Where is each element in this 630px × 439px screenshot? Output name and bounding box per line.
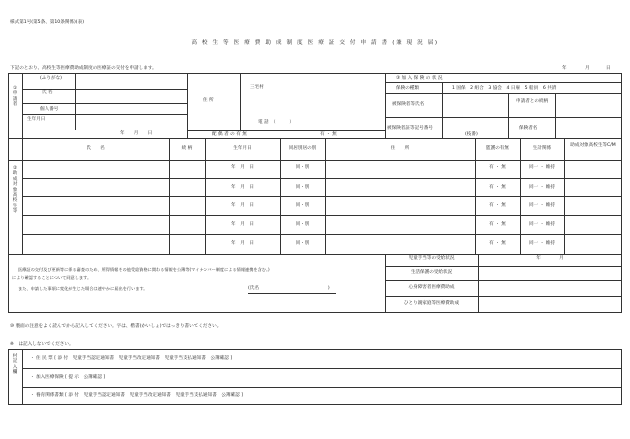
subjects-section-label: ② 助 成 対 象 高 校 生 等 — [12, 166, 18, 215]
date-year-label: 年 — [562, 66, 567, 71]
row-custody[interactable]: 有 ・ 無 — [489, 203, 506, 208]
status-disability: 心身障害者医療費助成 — [408, 285, 455, 290]
status-child-allowance: 児童手当等の受給状況 — [408, 256, 455, 261]
main-form-table — [8, 73, 622, 313]
intro-text: 下記のとおり、高校生等医療費助成制度の医療証の交付を申請します。 — [10, 66, 157, 71]
office-line-residence: ・ 住 民 票 [ 添 付 児童手当認定通知書 児童手当改定通知書 児童手当支払通知書 公簿確認 ] — [30, 356, 233, 361]
row-custody[interactable]: 有 ・ 無 — [489, 241, 506, 246]
insured-no-label: 被保険者証等記号番号 — [387, 126, 433, 131]
birthdate-value: 年 月 日 — [120, 131, 153, 136]
branch-label: (枝番) — [465, 132, 478, 137]
row-birth[interactable]: 年 月 日 — [231, 185, 254, 190]
office-line-insurance: ・ 加入医療保険 [ 提 示 公簿確認 ] — [30, 375, 106, 380]
birthdate-label: 生年月日 — [27, 117, 46, 122]
status-welfare: 生活保護の受給状況 — [410, 270, 453, 275]
status-single-parent: ひとり親家庭等医療費助成 — [403, 301, 460, 306]
row-cohab[interactable]: 同・別 — [295, 222, 310, 227]
applicant-section-label: ① 申 請 者 — [12, 86, 18, 108]
row-birth[interactable]: 年 月 日 — [231, 241, 254, 246]
row-cohab[interactable]: 同・別 — [295, 165, 310, 170]
name-label: 氏 名 — [42, 90, 53, 95]
date-day-label: 日 — [606, 66, 611, 71]
insurance-section-label: ③ 加 入 保 険 の 状 況 — [396, 76, 443, 81]
col-name-header: 氏 名 — [86, 146, 105, 151]
row-custody[interactable]: 有 ・ 無 — [489, 222, 506, 227]
status-ym-value[interactable]: 年 月 — [536, 256, 564, 261]
insurer-label: 保険者名 — [519, 126, 538, 131]
relation-label: 申請者との続柄 — [516, 99, 549, 104]
form-code: 様式第1号(第5条、第10条関係)(表) — [10, 20, 84, 25]
row-birth[interactable]: 年 月 日 — [231, 165, 254, 170]
row-livelihood[interactable]: 同一 ・ 維持 — [529, 203, 555, 208]
spouse-option[interactable]: 有 ・ 無 — [320, 132, 337, 137]
address-label: 住 所 — [203, 98, 214, 103]
row-cohab[interactable]: 同・別 — [295, 185, 310, 190]
spouse-label: 配 偶 者 の 有 無 — [212, 132, 247, 137]
note-office-use: ※ は記入しないでください。 — [10, 342, 74, 347]
col-relation-header: 続 柄 — [181, 146, 193, 151]
col-custody-header: 監護の有無 — [486, 146, 509, 151]
row-cohab[interactable]: 同・別 — [295, 203, 310, 208]
row-livelihood[interactable]: 同一 ・ 維持 — [529, 185, 555, 190]
col-address-header: 住 所 — [390, 146, 410, 151]
insurance-type-options[interactable]: 1 国保 2 組合 3 協会 4 日雇 5 船員 6 共済 — [452, 86, 557, 91]
consent-line-1: 医療証の交付及び更新等に係る審査のため、所得情報その他受給資格に関わる情報を公簿等(マイナンバー制度による情報連携を含む。) — [18, 267, 270, 272]
col-target-header: 助成対象高校生等C/M — [570, 143, 616, 148]
date-month-label: 月 — [585, 66, 590, 71]
address-village: 三宅村 — [250, 85, 264, 90]
consent-line-3: また、申請した事項に変化が生じた場合は速やかに届出を行います。 — [18, 286, 148, 291]
col-birth-header: 生年月日 — [233, 146, 252, 151]
note-instructions: ⑩ 裏面の注意をよく読んでから記入してください。字は、楷書(かいしょ)ではっきり書いてください。 — [10, 324, 222, 329]
insurance-type-label: 保険の種類 — [396, 86, 419, 91]
row-birth[interactable]: 年 月 日 — [231, 222, 254, 227]
row-cohab[interactable]: 同・別 — [295, 241, 310, 246]
consent-line-2: により確認することについて同意します。 — [12, 275, 92, 280]
col-cohab-header: 同居別居の別 — [288, 146, 317, 151]
col-livelihood-header: 生計関係 — [532, 146, 552, 151]
phone-label: 電 話 （ ） — [258, 120, 294, 125]
office-side-label: 村 記 入 欄 — [12, 354, 18, 376]
furigana-label: (ふりがな) — [40, 76, 62, 81]
row-custody[interactable]: 有 ・ 無 — [489, 165, 506, 170]
row-livelihood[interactable]: 同一 ・ 維持 — [529, 165, 555, 170]
row-birth[interactable]: 年 月 日 — [231, 203, 254, 208]
row-custody[interactable]: 有 ・ 無 — [489, 185, 506, 190]
insured-name-label: 被保険者等氏名 — [392, 102, 425, 107]
row-livelihood[interactable]: 同一 ・ 維持 — [529, 222, 555, 227]
page-title: 高 校 生 等 医 療 費 助 成 制 度 医 療 証 交 付 申 請 書 (兼 現 況 届) — [191, 40, 439, 46]
office-line-custody: ・ 養育関係書類 [ 添 付 児童手当認定通知書 児童手当改定通知書 児童手当支払通知書 公簿確認 ] — [30, 393, 244, 398]
personal-no-label: 個人番号 — [40, 107, 59, 112]
signature-field[interactable]: (氏名 ) — [248, 286, 330, 291]
row-livelihood[interactable]: 同一 ・ 維持 — [529, 241, 555, 246]
